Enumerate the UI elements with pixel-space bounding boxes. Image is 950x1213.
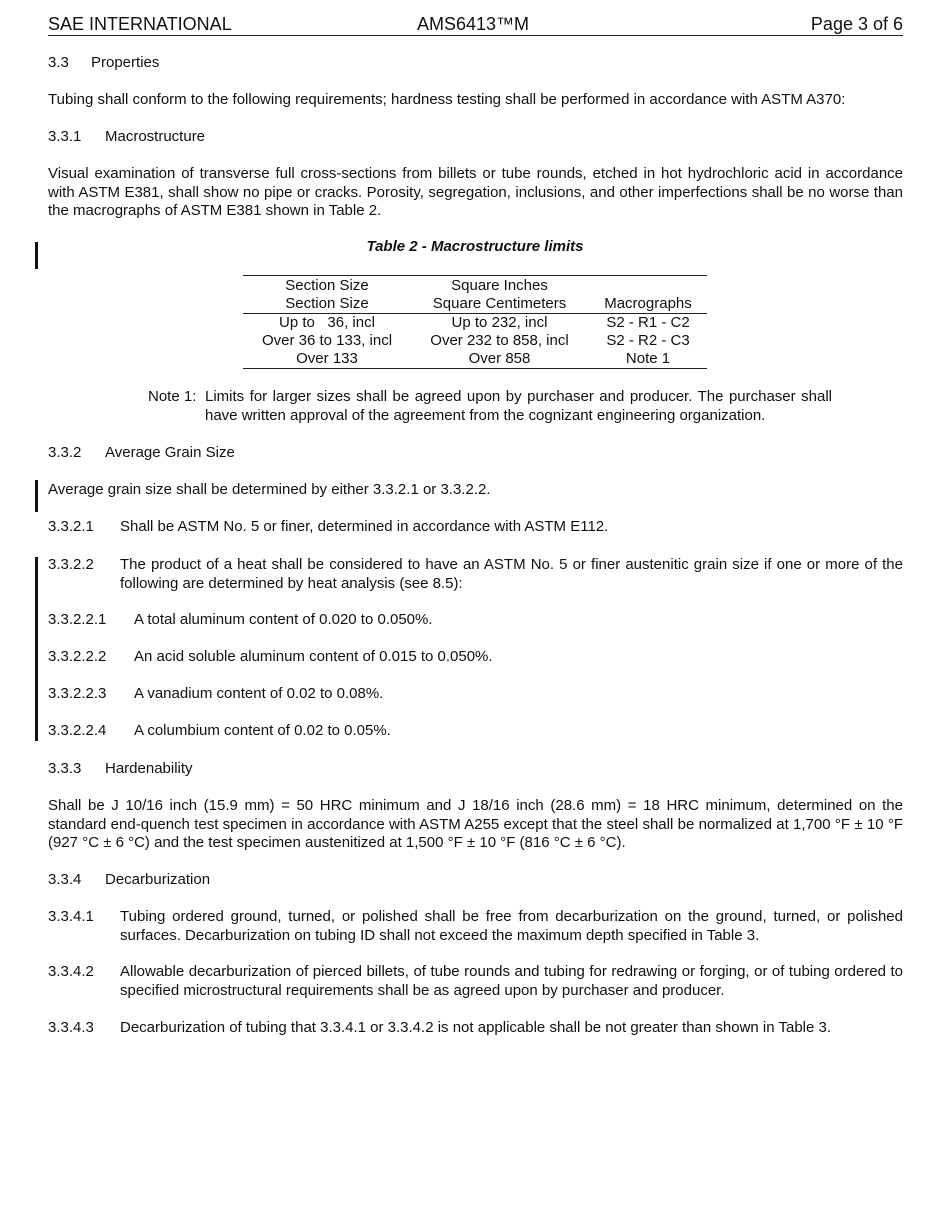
- clause-3-3-2-2-1: [48, 611, 903, 630]
- clause-number: 3.3.2.2.3: [48, 685, 107, 702]
- clause-text: A vanadium content of 0.02 to 0.08%.: [134, 685, 384, 702]
- page-header: [48, 13, 903, 36]
- table-cell: Up to 232, incl: [451, 314, 548, 331]
- properties-intro: Tubing shall conform to the following requirements; hardness testing shall be performed in accordance with ASTM A370:: [48, 91, 846, 108]
- table-header-cell: Section Size: [285, 277, 369, 294]
- note-label: Note 1:: [148, 388, 197, 405]
- clause-3-3-4-3: [48, 1019, 903, 1038]
- section-number: 3.3.2: [48, 444, 82, 461]
- clause-number: 3.3.4.2: [48, 963, 94, 980]
- table-cell: Up to 36, incl: [279, 314, 375, 331]
- clause-text: Allowable decarburization of pierced billets, of tube rounds and tubing for redrawing or forging, or of tubing ordered to specified microstructural requirements shall be as agreed upon by purchaser and producer.: [120, 963, 903, 999]
- table-header-cell: Macrographs: [604, 295, 692, 312]
- clause-text: The product of a heat shall be considered to have an ASTM No. 5 or finer austenitic grain size if one or more of the following are determined by heat analysis (see 8.5):: [120, 556, 903, 592]
- section-number: 3.3.1: [48, 128, 82, 145]
- clause-3-3-2-2-2: [48, 648, 903, 667]
- clause-text: Tubing ordered ground, turned, or polished shall be free from decarburization on the ground, turned, or polished surfaces. Decarburization on tubing ID shall not exceed the maximum depth specified in Table 3.: [120, 908, 903, 944]
- clause-text: A columbium content of 0.02 to 0.05%.: [134, 722, 391, 739]
- section-3-3-heading: [48, 54, 903, 73]
- clause-3-3-2-1: [48, 518, 903, 537]
- table-cell: Over 36 to 133, incl: [261, 332, 393, 349]
- clause-3-3-2-2-4: [48, 722, 903, 741]
- table-cell: Over 858: [468, 350, 531, 367]
- clause-number: 3.3.2.1: [48, 518, 94, 535]
- header-org: SAE INTERNATIONAL: [48, 14, 232, 34]
- table-top-rule: [243, 275, 707, 276]
- section-title: Macrostructure: [105, 128, 206, 145]
- header-doc-id: AMS6413™M: [417, 14, 530, 34]
- clause-text: An acid soluble aluminum content of 0.015 to 0.050%.: [134, 648, 493, 665]
- table-note: [148, 388, 832, 425]
- section-number: 3.3.3: [48, 760, 82, 777]
- macrostructure-body: Visual examination of transverse full cross-sections from billets or tube rounds, etched in hot hydrochloric acid in accordance with ASTM E381, shall show no pipe or cracks. Porosity, segregation, inclusions, and other imperfections shall be no worse than the macrographs of ASTM E381 shown in Table 2.: [48, 165, 903, 219]
- section-3-3-3-heading: [48, 760, 903, 779]
- table-cell: S2 - R1 - C2: [606, 314, 690, 331]
- clause-number: 3.3.4.3: [48, 1019, 94, 1036]
- section-title: Properties: [91, 54, 160, 71]
- table-cell: Note 1: [625, 350, 671, 367]
- table-header-cell: Square Centimeters: [432, 295, 567, 312]
- grain-size-body: Average grain size shall be determined by either 3.3.2.1 or 3.3.2.2.: [48, 481, 491, 498]
- section-3-3-4-heading: [48, 871, 903, 890]
- clause-number: 3.3.4.1: [48, 908, 94, 925]
- clause-number: 3.3.2.2.4: [48, 722, 107, 739]
- section-number: 3.3.4: [48, 871, 82, 888]
- clause-3-3-2-2-3: [48, 685, 903, 704]
- section-title: Average Grain Size: [105, 444, 235, 461]
- clause-text: A total aluminum content of 0.020 to 0.050%.: [134, 611, 433, 628]
- hardenability-body: Shall be J 10/16 inch (15.9 mm) = 50 HRC minimum and J 18/16 inch (28.6 mm) = 18 HRC minimum, determined on the standard end-quench test specimen in accordance with ASTM A255 except that the steel shall be normalized at 1,700 °F ± 10 °F (927 °C ± 6 °C) and the test specimen austenitized at 1,500 °F ± 10 °F (816 °C ± 6 °C).: [48, 797, 903, 851]
- clause-3-3-4-1: [48, 908, 903, 945]
- clause-number: 3.3.2.2: [48, 556, 94, 573]
- clause-3-3-2-2: [48, 556, 903, 593]
- table-cell: Over 232 to 858, incl: [430, 332, 569, 349]
- table-cell: S2 - R2 - C3: [606, 332, 690, 349]
- change-bar: [35, 480, 38, 512]
- header-page-number: Page 3 of 6: [810, 14, 903, 34]
- clause-number: 3.3.2.2.2: [48, 648, 107, 665]
- table-bottom-rule: [243, 368, 707, 369]
- change-bar: [35, 557, 38, 741]
- table-2-title: Table 2 - Macrostructure limits: [366, 238, 584, 255]
- table-header-cell: Square Inches: [451, 277, 548, 294]
- section-3-3-2-heading: [48, 444, 903, 463]
- clause-text: Shall be ASTM No. 5 or finer, determined in accordance with ASTM E112.: [120, 518, 609, 535]
- section-title: Decarburization: [105, 871, 211, 888]
- section-title: Hardenability: [105, 760, 193, 777]
- table-header-cell: Section Size: [285, 295, 369, 312]
- clause-text: Decarburization of tubing that 3.3.4.1 or 3.3.4.2 is not applicable shall be not greater than shown in Table 3.: [120, 1019, 832, 1036]
- clause-number: 3.3.2.2.1: [48, 611, 107, 628]
- section-number: 3.3: [48, 54, 69, 71]
- note-text: Limits for larger sizes shall be agreed upon by purchaser and producer. The purchaser shall have written approval of the agreement from the cognizant engineering organization.: [205, 388, 832, 424]
- section-3-3-1-heading: [48, 128, 903, 147]
- table-cell: Over 133: [296, 350, 358, 367]
- clause-3-3-4-2: [48, 963, 903, 1000]
